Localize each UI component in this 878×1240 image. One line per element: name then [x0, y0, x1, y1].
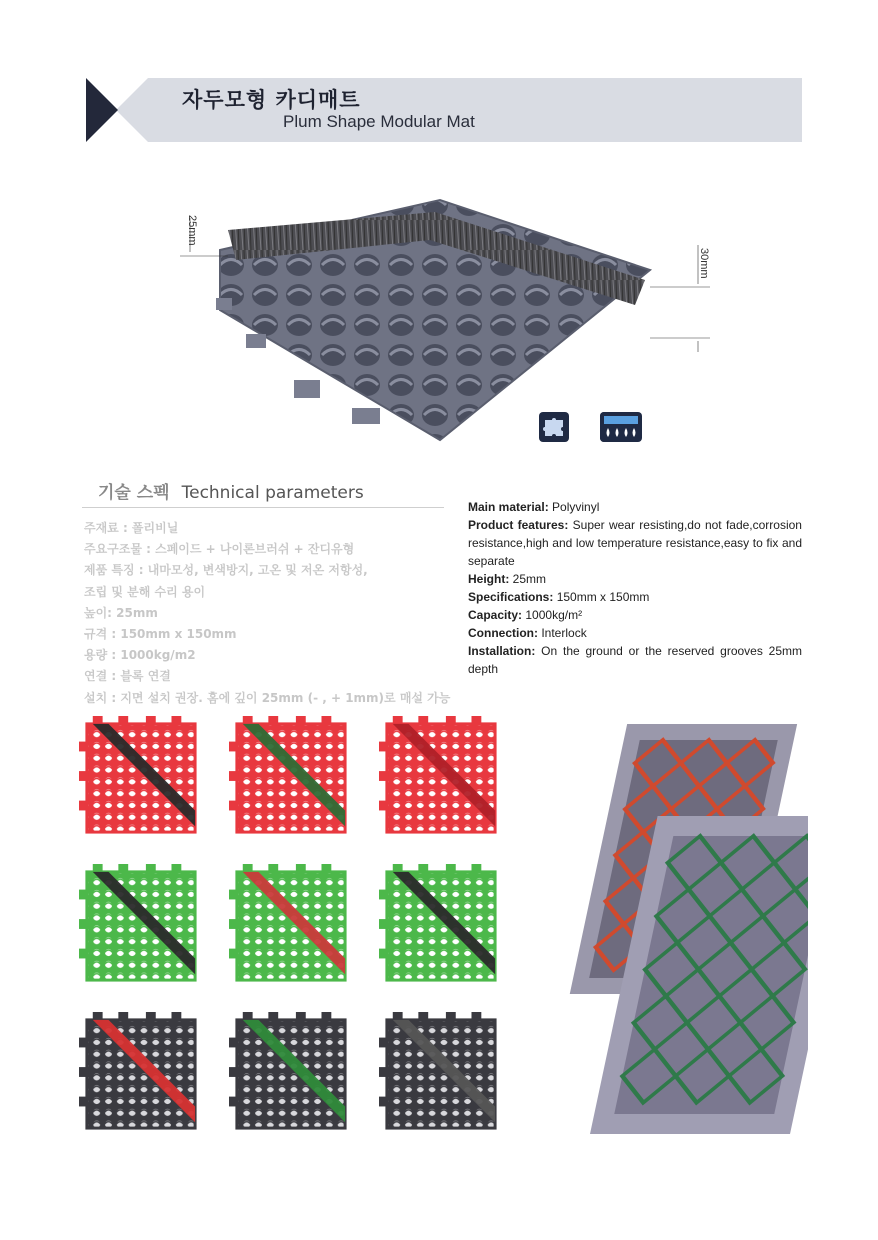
page-subtitle: Plum Shape Modular Mat	[283, 112, 475, 131]
spec-line-ko: 조립 및 분해 수리 용이	[84, 584, 206, 599]
tile-variant	[228, 1012, 352, 1134]
section-title-ko: 기술 스펙	[98, 483, 170, 503]
spec-item	[468, 588, 802, 606]
total-height-dimension-label: 30mm	[698, 248, 710, 279]
mat-installation-image	[548, 720, 808, 1140]
tile-variant	[378, 1012, 502, 1134]
section-title	[98, 478, 364, 503]
spec-line-ko: 설치 : 지면 설치 권장. 홈에 깊이 25mm (- , + 1mm)로 매설 가능	[84, 690, 451, 705]
spec-item	[468, 498, 802, 516]
spec-item	[468, 606, 802, 624]
height-dimension-label: 25mm	[186, 215, 198, 246]
tile-variant	[378, 716, 502, 838]
spec-label: Height:	[468, 572, 510, 586]
section-title-en: Technical parameters	[181, 483, 364, 503]
puzzle-icon	[539, 412, 569, 442]
spec-label: Product features:	[468, 518, 569, 532]
spec-list-en	[468, 498, 802, 678]
spec-value: Interlock	[541, 626, 587, 640]
spec-label: Capacity:	[468, 608, 523, 622]
spec-list-ko	[84, 518, 450, 709]
spec-value: 1000kg/m²	[525, 608, 583, 622]
spec-label: Installation:	[468, 644, 536, 658]
section-divider	[82, 507, 444, 508]
tile-variant	[78, 1012, 202, 1134]
spec-label: Main material:	[468, 500, 549, 514]
product-image	[180, 190, 720, 450]
spec-line-ko: 규격 : 150mm x 150mm	[84, 627, 237, 642]
tile-variant	[378, 864, 502, 986]
spec-label: Specifications:	[468, 590, 554, 604]
spec-value: On the ground or the reserved grooves 25mm depth	[468, 644, 802, 676]
spec-value: Super wear resisting,do not fade,corrosion resistance,high and low temperature resistance,easy to fix and separate	[468, 518, 802, 568]
spec-item	[468, 642, 802, 678]
tile-variant	[78, 864, 202, 986]
spec-item	[468, 624, 802, 642]
spec-line-ko: 용량 : 1000kg/m2	[84, 648, 196, 663]
spec-value: 25mm	[512, 572, 547, 586]
spec-label: Connection:	[468, 626, 538, 640]
spec-line-ko: 주재료 : 폴리비닐	[84, 521, 179, 535]
tile-variant	[228, 716, 352, 838]
tile-variant	[228, 864, 352, 986]
tile-variant	[78, 716, 202, 838]
water-drops-icon	[600, 412, 630, 442]
spec-item	[468, 570, 802, 588]
spec-line-ko: 주요구조물 : 스페이드 + 나이론브러쉬 + 잔디유형	[84, 542, 355, 557]
spec-line-ko: 연결 : 블록 연결	[84, 669, 171, 684]
spec-value: Polyvinyl	[552, 500, 600, 514]
spec-value: 150mm x 150mm	[556, 590, 650, 604]
spec-line-ko: 높이: 25mm	[84, 605, 158, 620]
page-title: 자두모형 카디매트	[182, 88, 361, 112]
spec-line-ko: 제품 특징 : 내마모성, 변색방지, 고온 및 저온 저항성,	[84, 563, 368, 578]
tile-color-grid	[78, 716, 508, 1136]
spec-item	[468, 516, 802, 570]
